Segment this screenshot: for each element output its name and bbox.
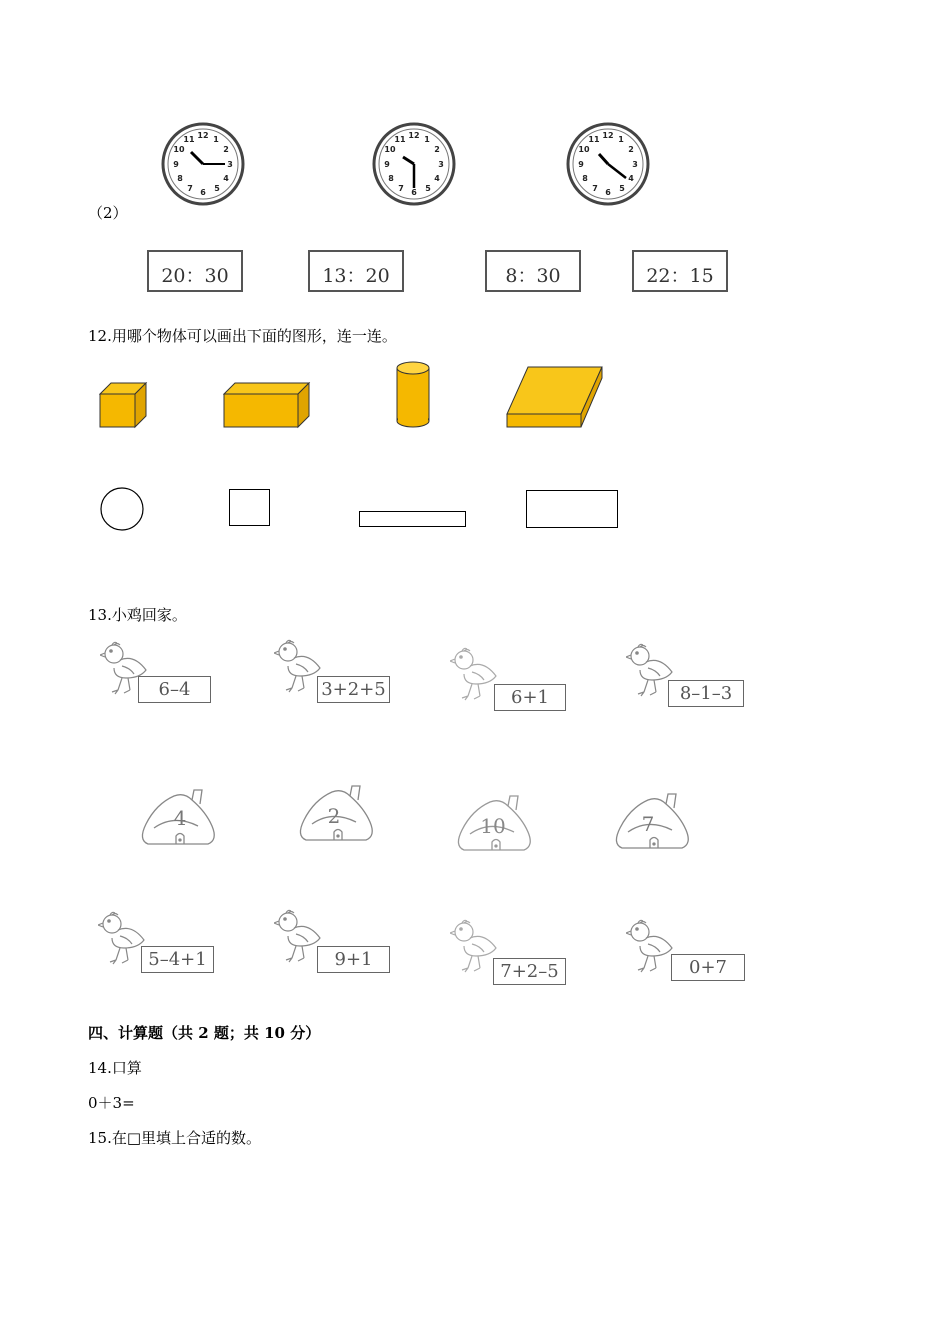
svg-text:7: 7: [187, 184, 193, 193]
svg-text:1: 1: [213, 135, 219, 144]
q11-part-label: （2）: [88, 204, 128, 222]
chick-bottom-4[interactable]: [626, 916, 756, 991]
svg-text:11: 11: [588, 135, 600, 144]
svg-text:4: 4: [628, 174, 634, 183]
svg-text:1: 1: [424, 135, 430, 144]
q15-title: 15.在□里填上合适的数。: [88, 1129, 262, 1147]
svg-text:6: 6: [200, 188, 206, 197]
section-4-heading: 四、计算题（共 2 题；共 10 分）: [88, 1024, 321, 1042]
svg-text:7: 7: [398, 184, 404, 193]
house-number: 2: [327, 804, 341, 828]
time-box-2: 13：20: [308, 250, 404, 292]
chick-expression: 8–1–3: [668, 680, 744, 707]
chick-expression: 6–4: [138, 676, 211, 703]
svg-text:2: 2: [434, 145, 440, 154]
chick-top-3[interactable]: [450, 644, 580, 719]
house-number: 10: [480, 814, 506, 838]
svg-text:12: 12: [602, 131, 614, 140]
svg-text:3: 3: [227, 160, 233, 169]
clock-3: [566, 122, 650, 206]
house-4[interactable]: [614, 786, 694, 861]
cylinder-icon: [396, 361, 430, 433]
rectangle-face: [526, 490, 618, 528]
svg-text:8: 8: [582, 174, 588, 183]
chick-top-2[interactable]: [274, 636, 404, 711]
clock-2: [372, 122, 456, 206]
svg-text:4: 4: [434, 174, 440, 183]
chick-expression: 7+2–5: [493, 958, 566, 985]
thin-rectangle-face: [359, 511, 466, 527]
svg-text:5: 5: [214, 184, 220, 193]
svg-text:4: 4: [223, 174, 229, 183]
time-box-3: 8：30: [485, 250, 581, 292]
chick-expression: 5–4+1: [141, 946, 214, 973]
house-number: 4: [173, 806, 187, 830]
chick-bottom-3[interactable]: [450, 916, 580, 991]
svg-text:11: 11: [183, 135, 195, 144]
svg-text:12: 12: [408, 131, 420, 140]
svg-text:3: 3: [632, 160, 638, 169]
chick-top-4[interactable]: [626, 640, 756, 715]
house-1[interactable]: [140, 782, 220, 857]
cuboid-icon: [223, 382, 311, 434]
chick-bottom-2[interactable]: [274, 906, 404, 981]
q14-problem: 0＋3=: [88, 1094, 135, 1112]
svg-text:6: 6: [605, 188, 611, 197]
q14-title: 14.口算: [88, 1059, 142, 1077]
svg-text:7: 7: [592, 184, 598, 193]
square-face: [229, 489, 270, 526]
chick-top-1[interactable]: [100, 638, 230, 713]
circle-face: [99, 486, 145, 536]
house-3[interactable]: [456, 788, 536, 863]
cube-icon: [99, 382, 149, 434]
svg-text:10: 10: [384, 145, 396, 154]
time-box-4: 22：15: [632, 250, 728, 292]
svg-text:12: 12: [197, 131, 209, 140]
svg-text:9: 9: [173, 160, 179, 169]
chick-expression: 0+7: [671, 954, 745, 981]
svg-text:3: 3: [438, 160, 444, 169]
svg-text:10: 10: [173, 145, 185, 154]
svg-text:1: 1: [618, 135, 624, 144]
clock-1: [161, 122, 245, 206]
q12-title: 12.用哪个物体可以画出下面的图形，连一连。: [88, 327, 397, 345]
chick-expression: 3+2+5: [317, 676, 390, 703]
svg-text:8: 8: [177, 174, 183, 183]
time-box-1: 20：30: [147, 250, 243, 292]
svg-text:5: 5: [425, 184, 431, 193]
q13-title: 13.小鸡回家。: [88, 606, 187, 624]
svg-text:11: 11: [394, 135, 406, 144]
chick-expression: 6+1: [494, 684, 566, 711]
svg-text:2: 2: [223, 145, 229, 154]
chick-expression: 9+1: [317, 946, 390, 973]
svg-text:9: 9: [578, 160, 584, 169]
svg-text:6: 6: [411, 188, 417, 197]
flat-cuboid-icon: [506, 364, 604, 434]
chick-bottom-1[interactable]: [98, 908, 228, 983]
svg-text:9: 9: [384, 160, 390, 169]
svg-text:5: 5: [619, 184, 625, 193]
house-2[interactable]: [298, 778, 378, 853]
svg-text:2: 2: [628, 145, 634, 154]
house-number: 7: [641, 812, 655, 836]
svg-text:8: 8: [388, 174, 394, 183]
svg-text:10: 10: [578, 145, 590, 154]
